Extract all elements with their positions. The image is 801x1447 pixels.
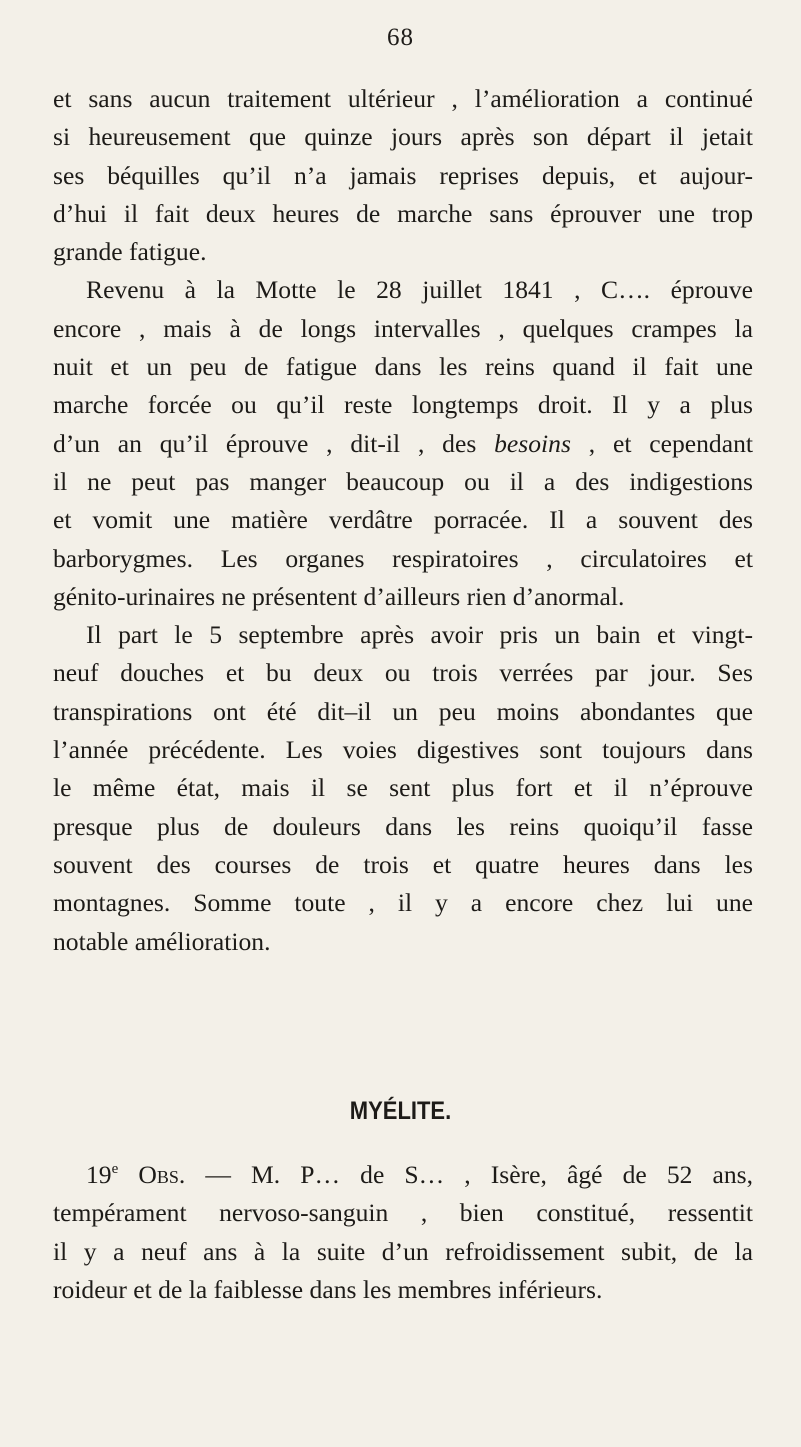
observation-first-line: — M. P… de S… , Isère, âgé de 52 ans, [185, 1160, 754, 1189]
text-line: transpirations ont été dit–il un peu moins abondantes que [53, 696, 753, 726]
text-line: souvent des courses de trois et quatre heures dans les [53, 849, 753, 879]
text-line: presque plus de douleurs dans les reins quoiqu’il fasse [53, 811, 753, 841]
emphasized-word: besoins [494, 428, 571, 458]
observation-label: Obs. [138, 1160, 186, 1189]
text-line: d’hui il fait deux heures de marche sans éprouver une trop [53, 198, 753, 228]
paragraph-4 [53, 1150, 753, 1309]
page-number: 68 [387, 24, 414, 51]
text-line: d’un an qu’il éprouve , dit-il , des besoins , et cependant [53, 428, 753, 458]
section-heading: MYÉLITE. [349, 1096, 452, 1125]
text-line: notable amélioration. [53, 926, 271, 956]
observation-text [53, 1150, 753, 1309]
text-line: ses béquilles qu’il n’a jamais reprises depuis, et aujour- [53, 160, 753, 190]
paragraph-2 [53, 271, 753, 616]
text-line: neuf douches et bu deux ou trois verrées par jour. Ses [53, 658, 753, 688]
text-line: et sans aucun traitement ultérieur , l’amélioration a continué [53, 84, 753, 113]
paragraph-3 [53, 616, 753, 961]
body-text [53, 80, 753, 961]
text-line: l’année précédente. Les voies digestives sont toujours dans [53, 735, 753, 765]
ordinal-suffix: e [111, 1161, 119, 1177]
text-line: le même état, mais il se sent plus fort et il n’éprouve [53, 773, 753, 803]
text-line: roideur et de la faiblesse dans les membres inférieurs. [53, 1274, 603, 1304]
observation-number: 19 [86, 1160, 112, 1189]
text-line: nuit et un peu de fatigue dans les reins quand il fait une [53, 352, 753, 382]
text-line: montagnes. Somme toute , il y a encore chez lui une [53, 888, 753, 918]
text-line: Il part le 5 septembre après avoir pris un bain et vingt- [86, 620, 753, 650]
text-line: tempérament nervoso-sanguin , bien constitué, ressentit [53, 1198, 753, 1228]
text-line: il y a neuf ans à la suite d’un refroidissement subit, de la [53, 1236, 753, 1266]
text-line: Revenu à la Motte le 28 juillet 1841 , C…. éprouve [86, 275, 753, 305]
text-line: et vomit une matière verdâtre porracée. Il a souvent des [53, 505, 753, 535]
paragraph-1 [53, 80, 753, 271]
text-line: encore , mais à de longs intervalles , quelques crampes la [53, 313, 753, 343]
text-line: grande fatigue. [53, 237, 207, 267]
text-line: si heureusement que quinze jours après son départ il jetait [53, 122, 753, 152]
text-line: génito-urinaires ne présentent d’ailleurs rien d’anormal. [53, 581, 625, 611]
text-line: il ne peut pas manger beaucoup ou il a des indigestions [53, 466, 753, 496]
text-line [53, 1150, 753, 1194]
text-line: marche forcée ou qu’il reste longtemps droit. Il y a plus [53, 390, 753, 420]
text-line: barborygmes. Les organes respiratoires , circulatoires et [53, 543, 753, 573]
